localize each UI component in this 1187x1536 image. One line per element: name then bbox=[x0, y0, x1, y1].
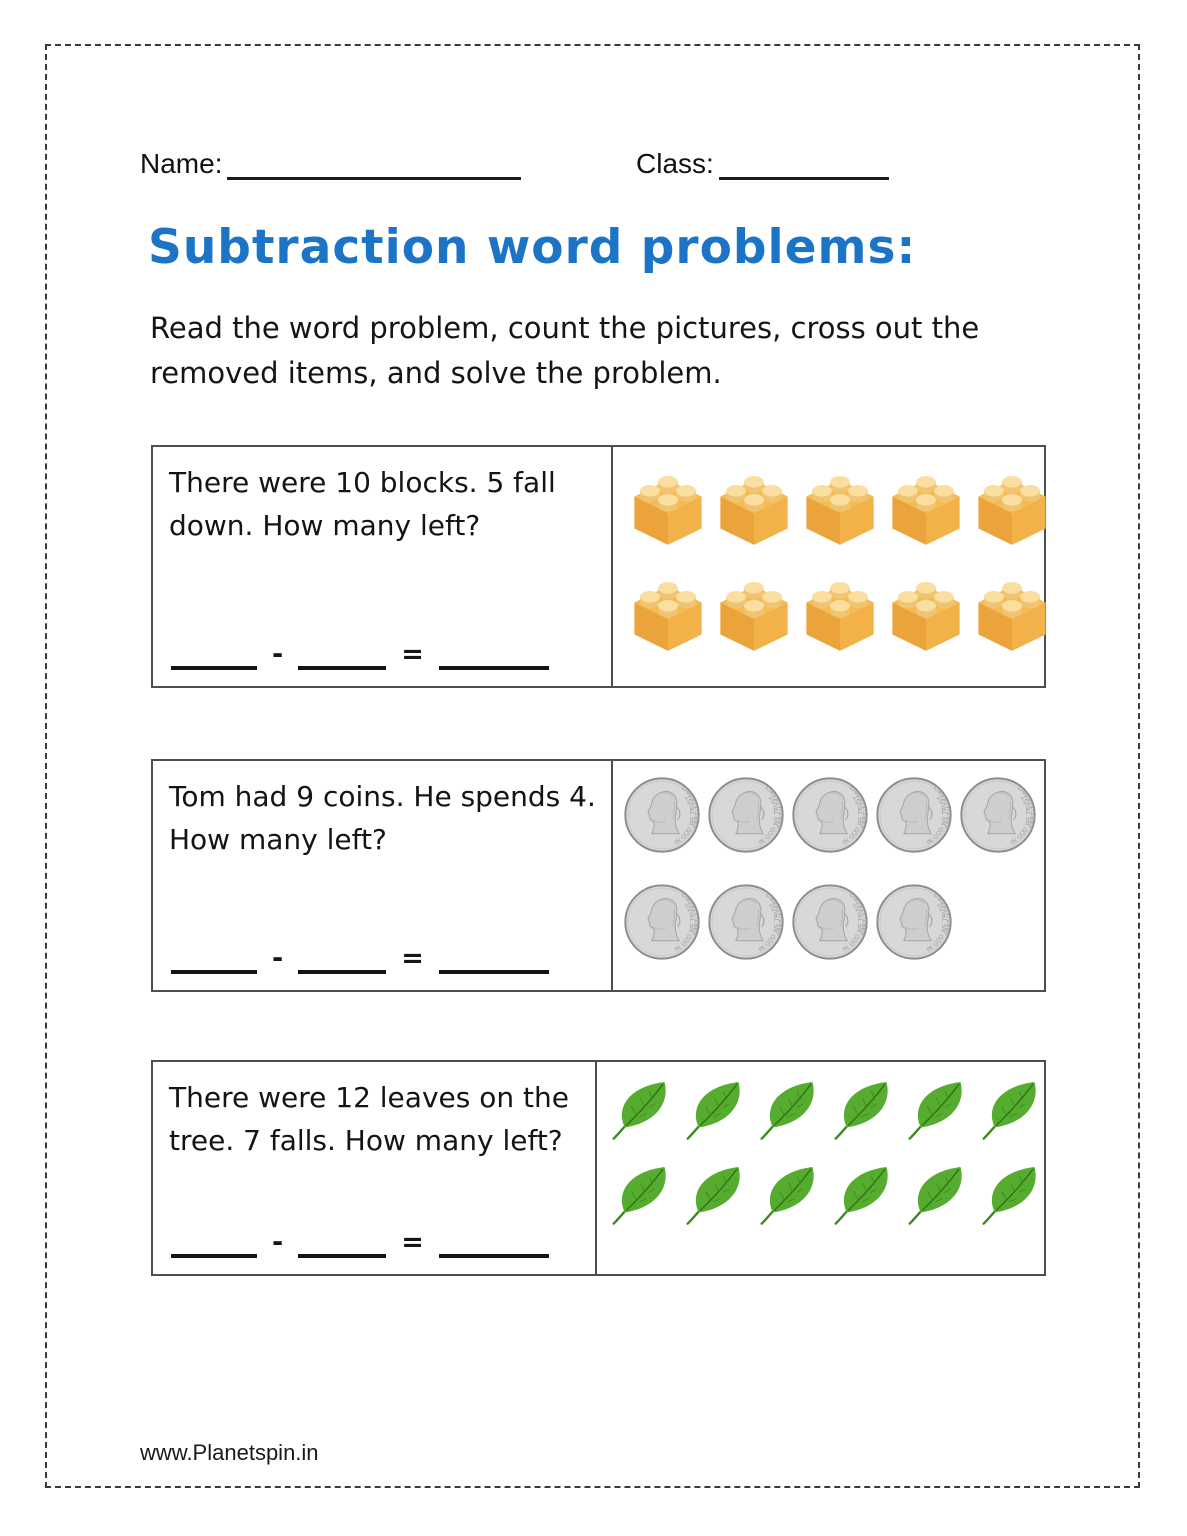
class-field-group bbox=[636, 148, 889, 180]
minus-sign: - bbox=[272, 639, 284, 670]
nickel-coin-icon bbox=[875, 883, 953, 961]
picture-row bbox=[627, 573, 1053, 655]
name-field-group bbox=[140, 148, 521, 180]
picture-row bbox=[623, 776, 1044, 854]
minus-sign: - bbox=[272, 943, 284, 974]
answer-blank[interactable] bbox=[439, 658, 549, 670]
minuend-blank[interactable] bbox=[171, 1246, 257, 1258]
subtrahend-blank[interactable] bbox=[298, 1246, 386, 1258]
problem-text-cell bbox=[153, 447, 613, 686]
leaf-icon bbox=[979, 1161, 1045, 1227]
equation-row bbox=[169, 1227, 581, 1258]
name-label: Name: bbox=[140, 148, 223, 179]
minuend-blank[interactable] bbox=[171, 962, 257, 974]
lego-block-icon bbox=[885, 573, 967, 655]
nickel-coin-icon bbox=[623, 776, 701, 854]
nickel-coin-icon bbox=[959, 776, 1037, 854]
equation-row bbox=[169, 943, 597, 974]
lego-block-icon bbox=[799, 467, 881, 549]
instructions-text: Read the word problem, count the pictures, cross out the removed items, and solve the problem. bbox=[150, 311, 980, 390]
equals-sign: = bbox=[401, 639, 424, 670]
problem-box-leaves bbox=[151, 1060, 1046, 1276]
leaf-icon bbox=[683, 1076, 749, 1142]
lego-block-icon bbox=[885, 467, 967, 549]
answer-blank[interactable] bbox=[439, 1246, 549, 1258]
subtrahend-blank[interactable] bbox=[298, 962, 386, 974]
problem-statement: Tom had 9 coins. He spends 4. How many left? bbox=[169, 780, 596, 857]
problem-box-coins bbox=[151, 759, 1046, 992]
subtrahend-blank[interactable] bbox=[298, 658, 386, 670]
website-footer: www.Planetspin.in bbox=[140, 1440, 319, 1465]
lego-block-icon bbox=[971, 573, 1053, 655]
leaf-icon bbox=[757, 1161, 823, 1227]
lego-block-icon bbox=[713, 573, 795, 655]
problem-statement: There were 12 leaves on the tree. 7 falls. How many left? bbox=[169, 1081, 569, 1158]
leaf-icon bbox=[979, 1076, 1045, 1142]
problem-text-cell bbox=[153, 761, 613, 990]
leaf-icon bbox=[609, 1076, 675, 1142]
picture-row bbox=[627, 467, 1053, 549]
nickel-coin-icon bbox=[875, 776, 953, 854]
page-title: Subtraction word problems: bbox=[148, 220, 917, 275]
leaf-icon bbox=[831, 1076, 897, 1142]
picture-row bbox=[609, 1161, 1045, 1227]
nickel-coin-icon bbox=[623, 883, 701, 961]
leaves-pictures bbox=[597, 1062, 1045, 1274]
lego-block-icon bbox=[799, 573, 881, 655]
picture-row bbox=[609, 1076, 1045, 1142]
lego-block-icon bbox=[713, 467, 795, 549]
problem-box-blocks bbox=[151, 445, 1046, 688]
minus-sign: - bbox=[272, 1227, 284, 1258]
lego-block-icon bbox=[971, 467, 1053, 549]
problem-statement: There were 10 blocks. 5 fall down. How many left? bbox=[169, 466, 556, 543]
lego-block-icon bbox=[627, 573, 709, 655]
class-blank-line[interactable] bbox=[719, 153, 889, 180]
lego-block-icon bbox=[627, 467, 709, 549]
minuend-blank[interactable] bbox=[171, 658, 257, 670]
nickel-coin-icon bbox=[791, 776, 869, 854]
equals-sign: = bbox=[401, 1227, 424, 1258]
name-blank-line[interactable] bbox=[227, 153, 521, 180]
equals-sign: = bbox=[401, 943, 424, 974]
leaf-icon bbox=[831, 1161, 897, 1227]
leaf-icon bbox=[609, 1161, 675, 1227]
picture-row bbox=[623, 883, 1044, 961]
leaf-icon bbox=[905, 1076, 971, 1142]
nickel-coin-icon bbox=[791, 883, 869, 961]
nickel-coin-icon bbox=[707, 883, 785, 961]
coins-pictures bbox=[613, 761, 1044, 990]
blocks-pictures bbox=[613, 447, 1053, 686]
equation-row bbox=[169, 639, 597, 670]
problem-text-cell bbox=[153, 1062, 597, 1274]
leaf-icon bbox=[757, 1076, 823, 1142]
answer-blank[interactable] bbox=[439, 962, 549, 974]
leaf-icon bbox=[683, 1161, 749, 1227]
nickel-coin-icon bbox=[707, 776, 785, 854]
leaf-icon bbox=[905, 1161, 971, 1227]
class-label: Class: bbox=[636, 148, 714, 179]
